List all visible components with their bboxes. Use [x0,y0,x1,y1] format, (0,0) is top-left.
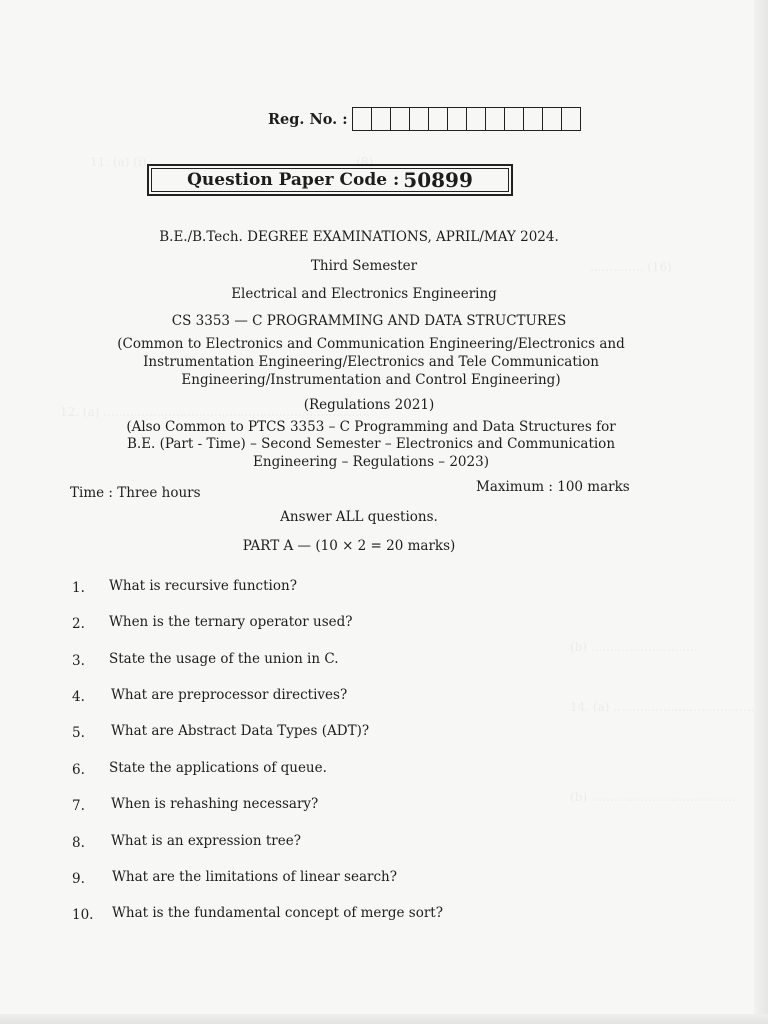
semester: Third Semester [310,258,418,274]
reg-no-digit-box[interactable] [372,108,391,130]
reg-no-digit-box[interactable] [391,108,410,130]
exam-title: B.E./B.Tech. DEGREE EXAMINATIONS, APRIL/MAY 2024. [159,229,559,245]
question-paper-code: 50899 [403,168,473,192]
question-number: 1. [72,580,85,596]
question-number: 4. [72,689,85,705]
reg-no-digit-box[interactable] [429,108,448,130]
also-common-line-2: B.E. (Part - Time) – Second Semester – Electronics and Communication [126,436,616,452]
reg-no-digit-box[interactable] [448,108,467,130]
reg-no-digit-box[interactable] [562,108,580,130]
page-edge [754,0,768,1024]
reg-no-digit-box[interactable] [486,108,505,130]
common-line-3: Engineering/Instrumentation and Control Engineering) [181,372,561,388]
exam-duration: Time : Three hours [70,485,201,501]
reg-no-digit-box[interactable] [543,108,562,130]
part-a-heading: PART A — (10 × 2 = 20 marks) [242,538,456,554]
page-edge [0,1014,768,1024]
question-text: What is recursive function? [109,578,297,594]
question-number: 9. [72,871,85,887]
reg-no-digit-box[interactable] [524,108,543,130]
question-paper-code-label: Question Paper Code : [187,170,400,190]
reg-no-digit-box[interactable] [467,108,486,130]
question-number: 2. [72,616,85,632]
show-through-text [570,790,736,804]
question-text: What are the limitations of linear search? [112,869,397,885]
question-text: What are Abstract Data Types (ADT)? [111,723,370,739]
question-text: When is the ternary operator used? [109,614,353,630]
question-number: 3. [72,653,85,669]
question-text: What is the fundamental concept of merge sort? [112,905,443,921]
question-text: When is rehashing necessary? [111,796,319,812]
question-paper-code-box [147,164,513,196]
question-number: 7. [72,798,85,814]
show-through-text [570,640,698,654]
reg-no [268,107,581,131]
question-number: 5. [72,725,85,741]
common-line-1: (Common to Electronics and Communication Engineering/Electronics and [117,336,625,352]
instruction: Answer ALL questions. [280,509,438,525]
show-through-text [570,700,758,714]
reg-no-digit-box[interactable] [353,108,372,130]
also-common-line-1: (Also Common to PTCS 3353 – C Programming and Data Structures for [126,419,616,435]
question-text: State the applications of queue. [109,760,327,776]
reg-no-digit-box[interactable] [505,108,524,130]
question-number: 8. [72,835,85,851]
reg-no-boxes[interactable] [352,107,581,131]
department: Electrical and Electronics Engineering [231,286,497,302]
reg-no-label: Reg. No. : [268,110,348,128]
question-number: 10. [72,907,94,923]
regulations: (Regulations 2021) [303,397,435,413]
also-common-line-3: Engineering – Regulations – 2023) [253,454,489,470]
course-title: CS 3353 — C PROGRAMMING AND DATA STRUCTURES [171,313,567,329]
maximum-marks: Maximum : 100 marks [476,479,630,495]
common-line-2: Instrumentation Engineering/Electronics and Tele Communication [143,354,599,370]
question-number: 6. [72,762,85,778]
reg-no-digit-box[interactable] [410,108,429,130]
question-text: State the usage of the union in C. [109,651,339,667]
question-text: What is an expression tree? [111,833,301,849]
question-text: What are preprocessor directives? [111,687,348,703]
